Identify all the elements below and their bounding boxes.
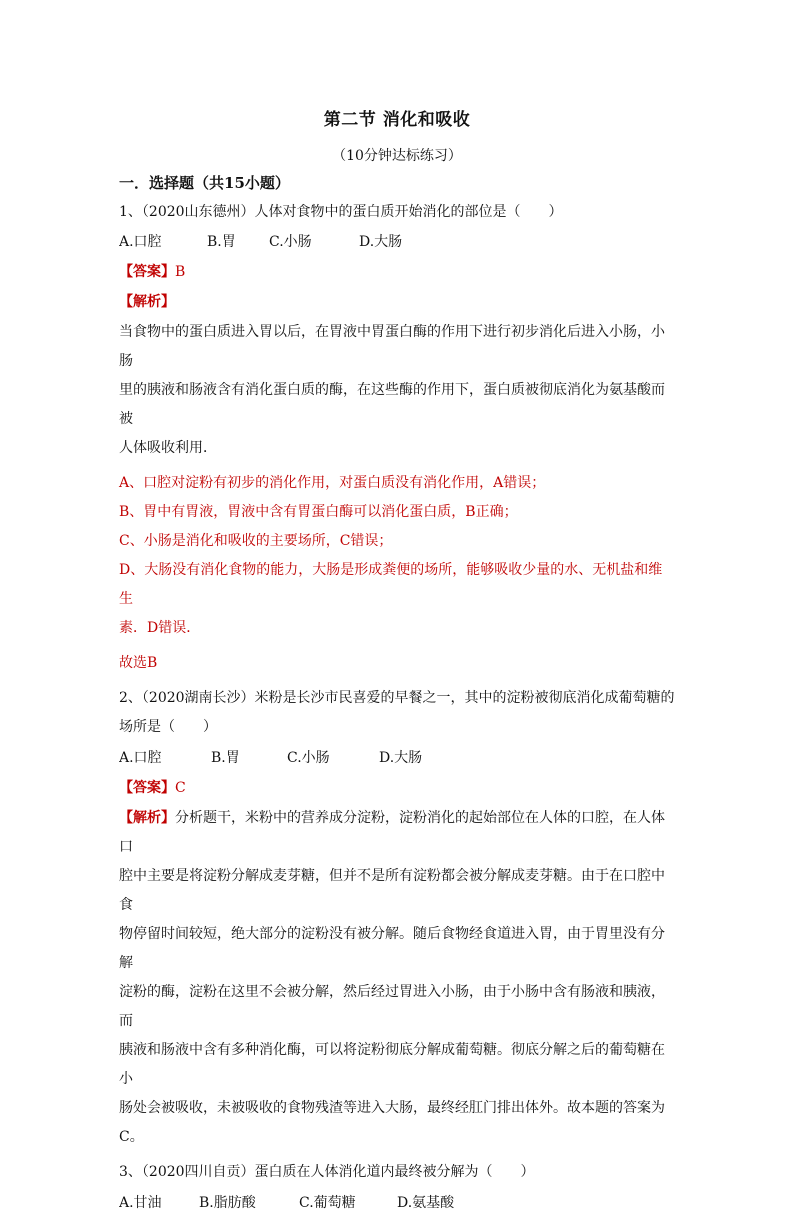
- q1-option-d: D.大肠: [359, 234, 403, 250]
- q1-note-a: A、口腔对淀粉有初步的消化作用，对蛋白质没有消化作用，A错误；: [119, 475, 546, 491]
- q1-answer-label: 【答案】: [119, 264, 175, 280]
- q1-analysis-line-1: 当食物中的蛋白质进入胃以后，在胃液中胃蛋白酶的作用下进行初步消化后进入小肠，小肠: [119, 324, 665, 369]
- section-heading: 一．选择题（共15小题）: [119, 174, 290, 192]
- q2-analysis-line-3: 物停留时间较短，绝大部分的淀粉没有被分解。随后食物经食道进入胃，由于胃里没有分解: [119, 926, 665, 971]
- q1-option-a: A.口腔: [119, 234, 162, 250]
- q1-option-notes: [119, 469, 675, 643]
- q1-conclusion: 故选B: [119, 655, 158, 671]
- q2-analysis-text-1: 分析题干，米粉中的营养成分淀粉，淀粉消化的起始部位在人体的口腔，在人体口: [119, 810, 665, 855]
- q2-answer-value: C: [175, 780, 186, 796]
- q2-analysis-line-6: 肠处会被吸收，未被吸收的食物残渣等进入大肠，最终经肛门排出体外。故本题的答案为: [119, 1100, 665, 1116]
- q2-analysis-line-4: 淀粉的酶，淀粉在这里不会被分解，然后经过胃进入小肠，由于小肠中含有肠液和胰液，而: [119, 984, 665, 1029]
- question-1: [119, 202, 675, 678]
- q1-note-c: C、小肠是消化和吸收的主要场所，C错误；: [119, 533, 393, 549]
- q2-options: [119, 748, 675, 768]
- q1-analysis: [119, 318, 675, 463]
- q2-answer: [119, 778, 675, 798]
- q3-options: [119, 1193, 675, 1213]
- q1-note-d-2: 素．D错误．: [119, 620, 201, 636]
- q1-option-c: C.小肠: [269, 234, 312, 250]
- q3-stem: 3、（2020四川自贡）蛋白质在人体消化道内最终被分解为（ ）: [119, 1164, 535, 1180]
- q2-analysis-line-5: 胰液和肠液中含有多种消化酶，可以将淀粉彻底分解成葡萄糖。彻底分解之后的葡萄糖在小: [119, 1042, 665, 1087]
- q2-analysis-line-7: C。: [119, 1129, 144, 1145]
- q2-analysis-line-1: [119, 804, 675, 862]
- content: [119, 172, 675, 1223]
- q1-analysis-label: 【解析】: [119, 294, 175, 310]
- q1-option-b: B.胃: [207, 234, 236, 250]
- page-title: 第二节 消化和吸收: [323, 110, 471, 130]
- q3-option-a: A.甘油: [119, 1195, 162, 1211]
- q2-stem-line-2: 场所是（ ）: [119, 719, 217, 735]
- q1-analysis-line-2: 里的胰液和肠液含有消化蛋白质的酶，在这些酶的作用下，蛋白质被彻底消化为氨基酸而被: [119, 382, 665, 427]
- page-subtitle: （10分钟达标练习）: [332, 148, 462, 164]
- q3-option-c: C.葡萄糖: [299, 1195, 356, 1211]
- question-2: [119, 684, 675, 1152]
- q2-analysis-label: 【解析】: [119, 810, 175, 826]
- q2-option-d: D.大肠: [379, 750, 423, 766]
- question-3: [119, 1158, 675, 1213]
- q1-note-d-1: D、大肠没有消化食物的能力，大肠是形成粪便的场所，能够吸收少量的水、无机盐和维生: [119, 562, 663, 607]
- q2-analysis: [119, 804, 675, 1152]
- q1-answer-value: B: [175, 264, 186, 280]
- q1-analysis-line-3: 人体吸收利用．: [119, 440, 217, 456]
- q1-answer: [119, 262, 675, 282]
- q2-analysis-line-2: 腔中主要是将淀粉分解成麦芽糖，但并不是所有淀粉都会被分解成麦芽糖。由于在口腔中食: [119, 868, 665, 913]
- q2-stem-line-1: 2、（2020湖南长沙）米粉是长沙市民喜爱的早餐之一，其中的淀粉被彻底消化成葡萄糖的: [119, 690, 675, 706]
- q2-option-a: A.口腔: [119, 750, 162, 766]
- q1-options: [119, 232, 675, 252]
- q3-option-b: B.脂肪酸: [199, 1195, 256, 1211]
- q2-answer-label: 【答案】: [119, 780, 175, 796]
- q1-note-b: B、胃中有胃液，胃液中含有胃蛋白酶可以消化蛋白质，B正确；: [119, 504, 518, 520]
- q3-option-d: D.氨基酸: [397, 1195, 455, 1211]
- q2-option-b: B.胃: [211, 750, 240, 766]
- q2-option-c: C.小肠: [287, 750, 330, 766]
- q1-stem: 1、（2020山东德州）人体对食物中的蛋白质开始消化的部位是（ ）: [119, 204, 563, 220]
